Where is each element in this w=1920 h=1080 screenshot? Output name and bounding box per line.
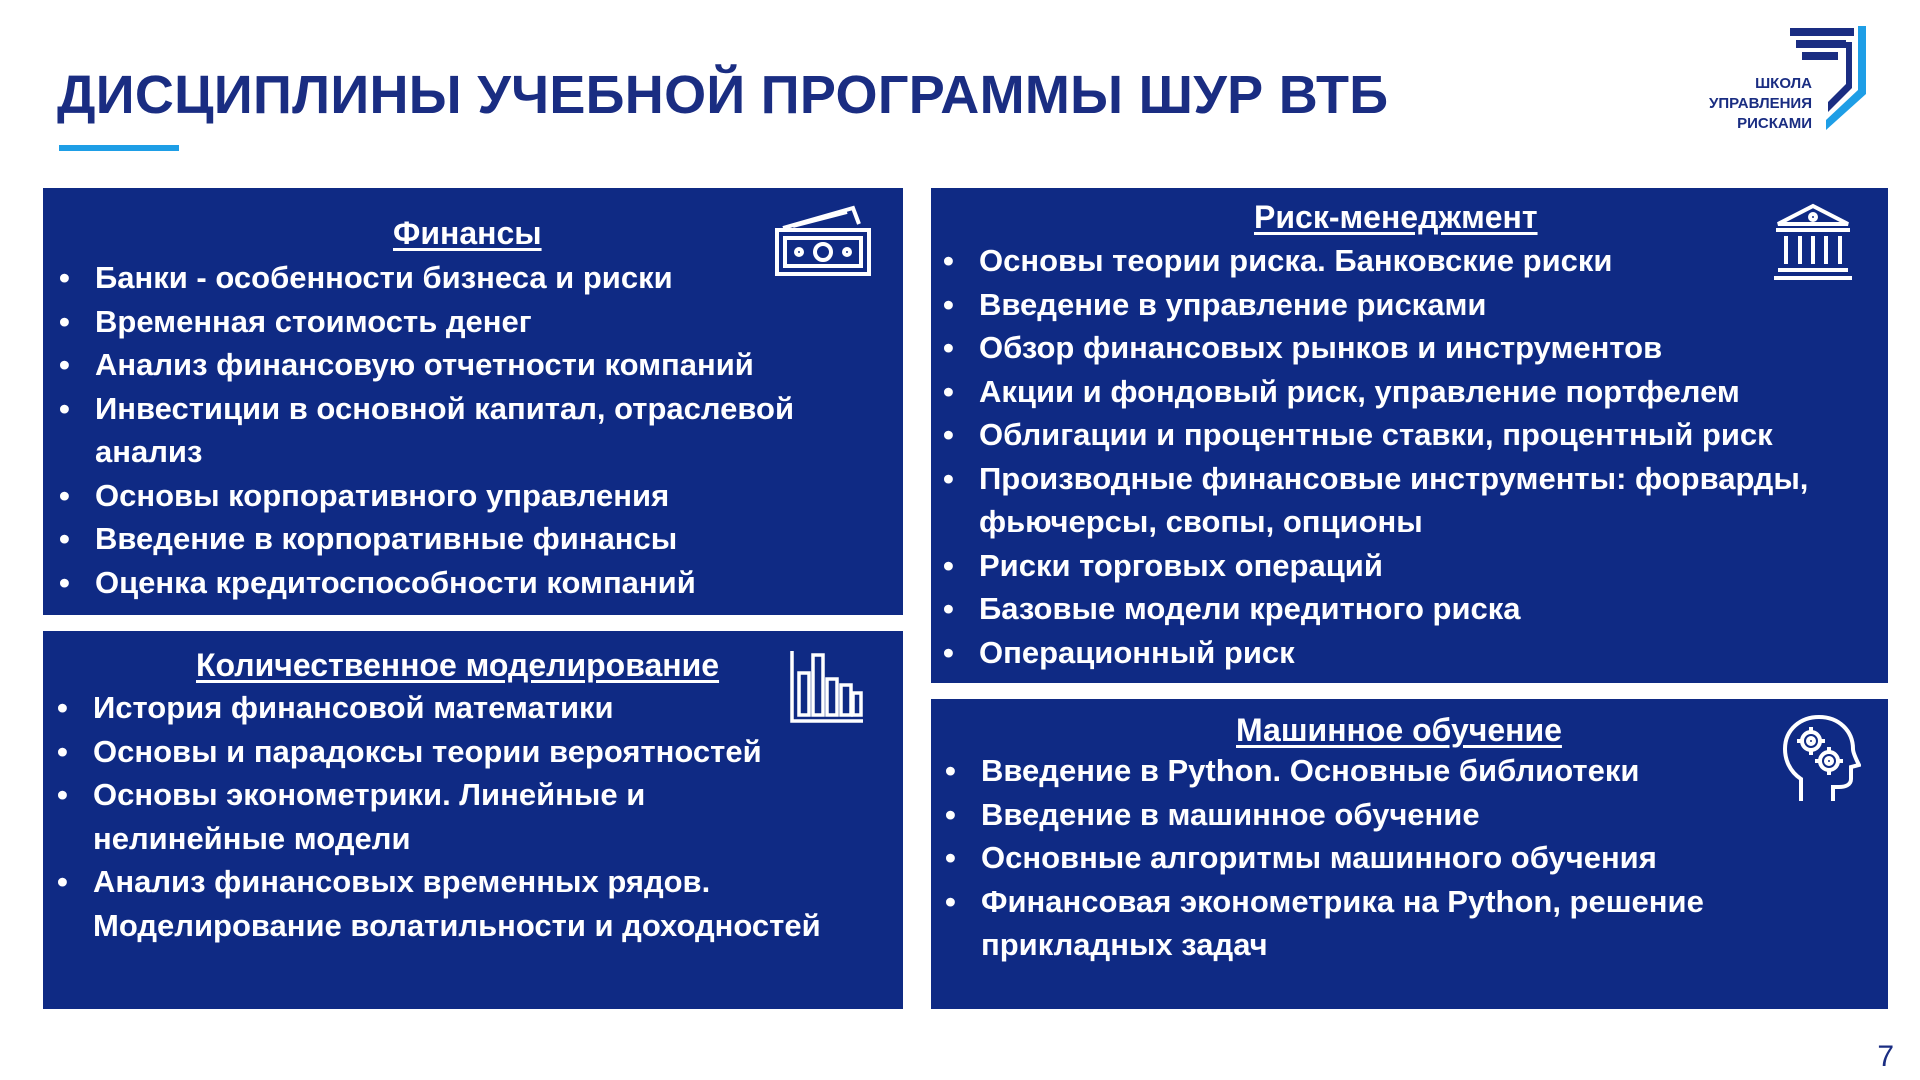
list-item: • Акции и фондовый риск, управление портфелем <box>931 370 1871 414</box>
list-item: • Операционный риск <box>931 631 1871 675</box>
quant-title: Количественное моделирование <box>196 647 720 683</box>
risk-management-panel <box>931 188 1888 683</box>
list-item: • Основы корпоративного управления <box>47 474 837 518</box>
list-item: • Риски торговых операций <box>931 544 1871 588</box>
list-item: • Оценка кредитоспособности компаний <box>47 561 837 605</box>
list-item: • История финансовой математики <box>45 686 885 730</box>
list-item: • Введение в Python. Основные библиотеки <box>933 749 1833 793</box>
finance-list <box>47 256 837 604</box>
list-item: • Финансовая эконометрика на Python, решение прикладных задач <box>933 880 1761 967</box>
list-item: • Введение в корпоративные финансы <box>47 517 837 561</box>
list-item: • Временная стоимость денег <box>47 300 837 344</box>
finance-title: Финансы <box>393 215 542 251</box>
list-item: • Анализ финансовую отчетности компаний <box>47 343 837 387</box>
page-number: 7 <box>1877 1040 1894 1073</box>
list-item: • Облигации и процентные ставки, процентный риск <box>931 413 1871 457</box>
list-item: • Основы и парадоксы теории вероятностей <box>45 730 885 774</box>
quant-list <box>45 686 885 947</box>
title-underline <box>59 145 179 151</box>
ml-title: Машинное обучение <box>1236 712 1562 748</box>
list-item: • Анализ финансовых временных рядов. Моделирование волатильности и доходностей <box>45 860 885 947</box>
logo-text: ШКОЛА УПРАВЛЕНИЯ РИСКАМИ <box>1708 75 1812 132</box>
risk-title: Риск-менеджмент <box>1254 199 1538 235</box>
list-item: • Банки - особенности бизнеса и риски <box>47 256 837 300</box>
quant-panel <box>43 631 903 1009</box>
list-item: • Инвестиции в основной капитал, отраслевой анализ <box>47 387 837 474</box>
page-title: ДИСЦИПЛИНЫ УЧЕБНОЙ ПРОГРАММЫ ШУР ВТБ <box>57 65 1389 125</box>
machine-learning-panel <box>931 699 1888 1009</box>
list-item: • Базовые модели кредитного риска <box>931 587 1871 631</box>
ml-list <box>933 749 1833 967</box>
risk-list <box>931 239 1871 674</box>
list-item: • Обзор финансовых рынков и инструментов <box>931 326 1871 370</box>
logo <box>1700 22 1870 134</box>
list-item: • Основные алгоритмы машинного обучения <box>933 836 1833 880</box>
finance-panel <box>43 188 903 615</box>
list-item: • Введение в машинное обучение <box>933 793 1833 837</box>
list-item: • Производные финансовые инструменты: форварды, фьючерсы, свопы, опционы <box>931 457 1871 544</box>
list-item: • Введение в управление рисками <box>931 283 1871 327</box>
list-item: • Основы теории риска. Банковские риски <box>931 239 1871 283</box>
list-item: • Основы эконометрики. Линейные и нелинейные модели <box>45 773 693 860</box>
